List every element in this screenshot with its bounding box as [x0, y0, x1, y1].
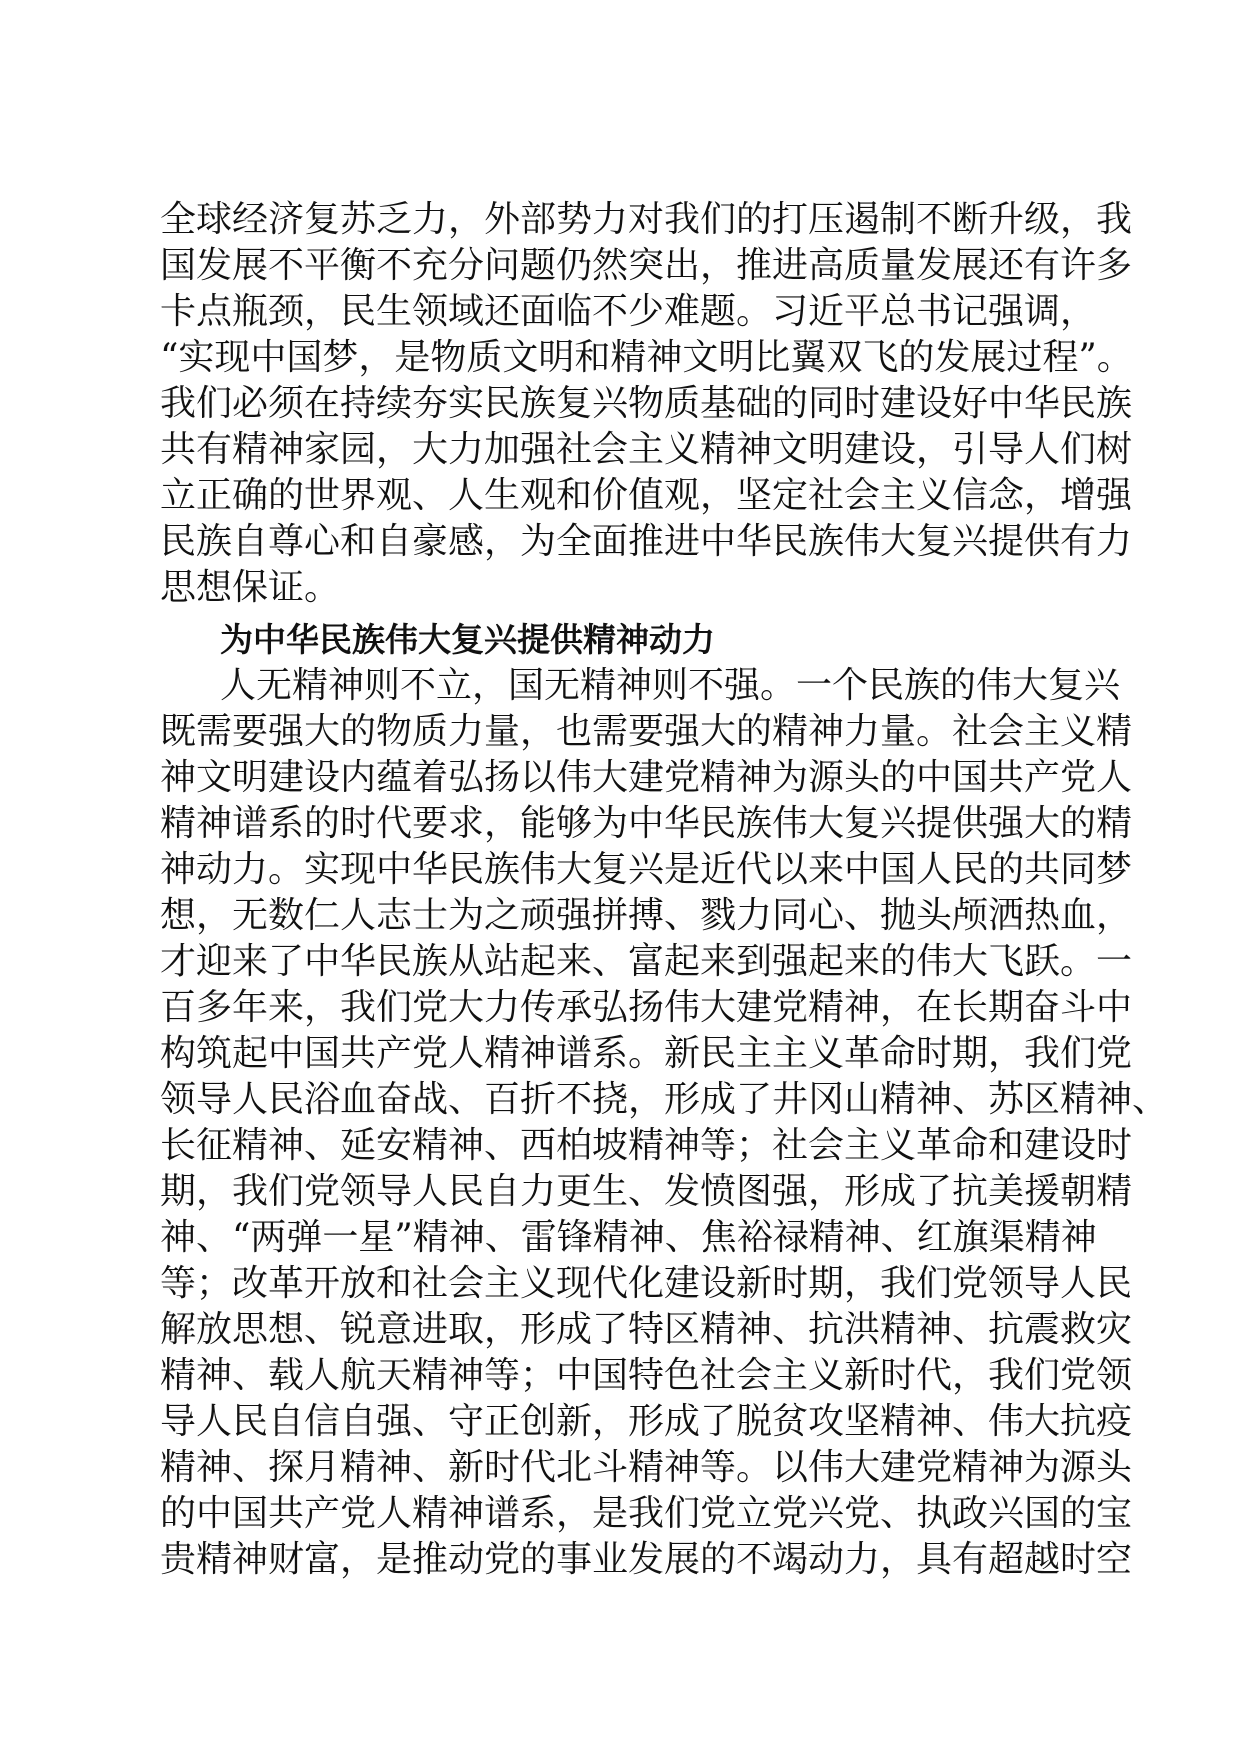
text-line: 的中国共产党人精神谱系，是我们党立党兴党、执政兴国的宝: [160, 1493, 1133, 1534]
text-line: 解放思想、锐意进取，形成了特区精神、抗洪精神、抗震救灾: [160, 1309, 1133, 1350]
text-line: 精神谱系的时代要求，能够为中华民族伟大复兴提供强大的精: [160, 803, 1133, 844]
text-line: 神动力。实现中华民族伟大复兴是近代以来中国人民的共同梦: [160, 849, 1133, 890]
text-line: 导人民自信自强、守正创新，形成了脱贫攻坚精神、伟大抗疫: [160, 1401, 1133, 1442]
text-line: 等；改革开放和社会主义现代化建设新时期，我们党领导人民: [160, 1263, 1133, 1304]
text-line: 既需要强大的物质力量，也需要强大的精神力量。社会主义精: [160, 711, 1133, 752]
paragraph-1: [160, 197, 1133, 611]
text-line: 才迎来了中华民族从站起来、富起来到强起来的伟大飞跃。一: [160, 941, 1133, 982]
text-line: 人无精神则不立，国无精神则不强。一个民族的伟大复兴: [220, 665, 1121, 706]
text-line: 民族自尊心和自豪感，为全面推进中华民族伟大复兴提供有力: [160, 521, 1133, 562]
text-line: 构筑起中国共产党人精神谱系。新民主主义革命时期，我们党: [160, 1033, 1133, 1074]
text-line: 卡点瓶颈，民生领域还面临不少难题。习近平总书记强调，: [160, 291, 1097, 332]
text-line: 精神、探月精神、新时代北斗精神等。以伟大建党精神为源头: [160, 1447, 1133, 1488]
text-line: 贵精神财富，是推动党的事业发展的不竭动力，具有超越时空: [160, 1539, 1133, 1580]
text-line: 共有精神家园，大力加强社会主义精神文明建设，引导人们树: [160, 429, 1133, 470]
text-line: 全球经济复苏乏力，外部势力对我们的打压遏制不断升级，我: [160, 199, 1133, 240]
text-line: 神、“两弹一星”精神、雷锋精神、焦裕禄精神、红旗渠精神: [160, 1217, 1097, 1258]
text-line: 百多年来，我们党大力传承弘扬伟大建党精神，在长期奋斗中: [160, 987, 1133, 1028]
text-line: 领导人民浴血奋战、百折不挠，形成了井冈山精神、苏区精神、: [160, 1079, 1169, 1120]
text-line: 我们必须在持续夯实民族复兴物质基础的同时建设好中华民族: [160, 383, 1133, 424]
text-line: 期，我们党领导人民自力更生、发愤图强，形成了抗美援朝精: [160, 1171, 1133, 1212]
text-line: 想，无数仁人志士为之顽强拼搏、戮力同心、抛头颅洒热血，: [160, 895, 1133, 936]
text-line: 国发展不平衡不充分问题仍然突出，推进高质量发展还有许多: [160, 245, 1133, 286]
text-line: 神文明建设内蕴着弘扬以伟大建党精神为源头的中国共产党人: [160, 757, 1133, 798]
section-heading: 为中华民族伟大复兴提供精神动力: [220, 620, 715, 659]
text-line: 思想保证。: [160, 567, 341, 608]
text-line: 长征精神、延安精神、西柏坡精神等；社会主义革命和建设时: [160, 1125, 1133, 1166]
text-line: “实现中国梦，是物质文明和精神文明比翼双飞的发展过程”。: [160, 337, 1133, 378]
paragraph-2: [160, 663, 1169, 1583]
text-line: 立正确的世界观、人生观和价值观，坚定社会主义信念，增强: [160, 475, 1133, 516]
text-line: 精神、载人航天精神等；中国特色社会主义新时代，我们党领: [160, 1355, 1133, 1396]
